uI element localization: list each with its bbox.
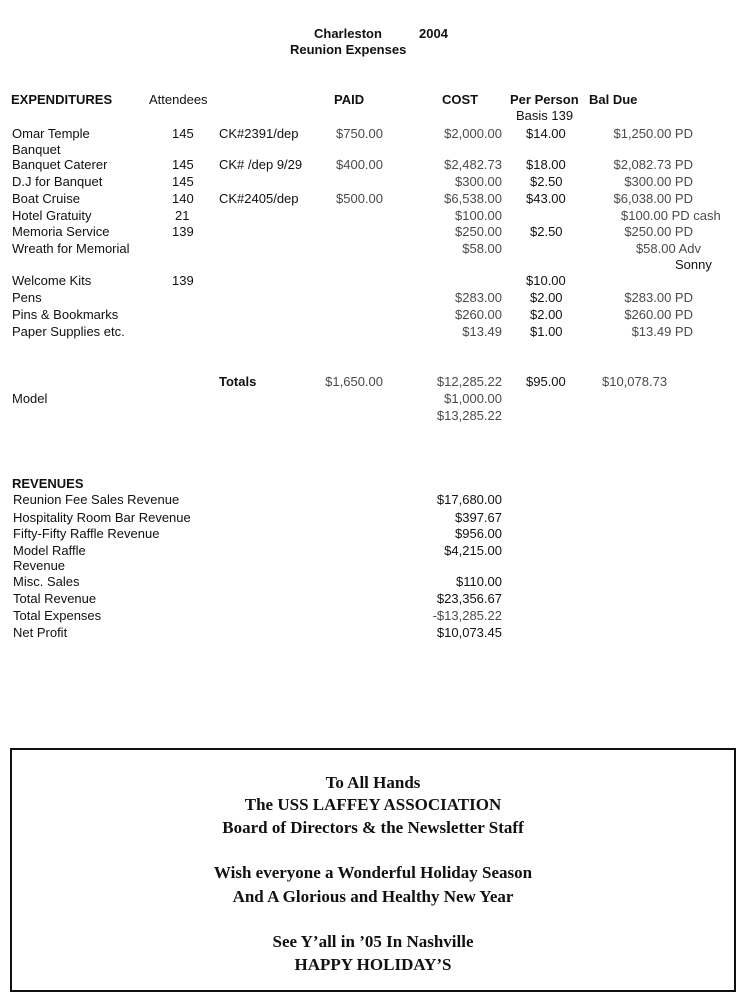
revenues-heading: REVENUES [12,476,84,491]
row-item: D.J for Banquet [12,174,103,189]
row-item: Omar Temple [12,126,90,141]
revenue-label: Net Profit [13,625,68,640]
col-bal-due: Bal Due [589,92,638,107]
greeting-line: And A Glorious and Healthy New Year [232,887,514,906]
model-cost: $1,000.00 [444,391,502,406]
row-item: Wreath for Memorial [12,241,130,256]
revenue-value: -$13,285.22 [432,608,502,623]
row-cost: $2,000.00 [444,126,502,141]
row-item: Memoria Service [12,224,110,239]
row-per-person: $2.50 [530,174,563,189]
row-paid: $750.00 [336,126,383,141]
greeting-line: Board of Directors & the Newsletter Staff [222,818,524,837]
revenue-label: Reunion Fee Sales Revenue [13,492,180,507]
row-cost: $6,538.00 [444,191,502,206]
basis-label: Basis 139 [516,108,574,123]
row-item: Paper Supplies etc. [12,324,125,339]
row-bal-due-note: Sonny [675,257,712,272]
revenue-value: $956.00 [455,526,502,541]
greeting-line: To All Hands [325,773,421,792]
row-per-person: $1.00 [530,324,563,339]
row-bal-due: $300.00 PD [624,174,693,189]
row-per-person: $2.00 [530,290,563,305]
row-check: CK#2391/dep [219,126,299,141]
row-per-person: $10.00 [526,273,566,288]
col-attendees: Attendees [149,92,208,107]
row-bal-due: $6,038.00 PD [613,191,693,206]
row-cost: $100.00 [455,208,502,223]
row-item: Hotel Gratuity [12,208,92,223]
row-cost: $300.00 [455,174,502,189]
row-attendees: 139 [172,273,194,288]
revenue-value: $4,215.00 [444,543,502,558]
totals-per-person: $95.00 [526,374,566,389]
row-per-person: $14.00 [526,126,566,141]
row-cost: $260.00 [455,307,502,322]
col-paid: PAID [334,92,365,107]
row-check: CK#2405/dep [219,191,299,206]
revenue-label: Total Expenses [13,608,102,623]
holiday-greeting-box [10,748,736,992]
row-item: Boat Cruise [12,191,80,206]
row-bal-due: $13.49 PD [631,324,693,339]
row-attendees: 145 [172,157,194,172]
row-bal-due: $1,250.00 PD [613,126,693,141]
revenue-label: Hospitality Room Bar Revenue [13,510,191,525]
row-per-person: $2.00 [530,307,563,322]
row-bal-due: $58.00 Adv [635,241,701,256]
revenue-label: Misc. Sales [13,574,80,589]
row-item: Pins & Bookmarks [12,307,119,322]
row-per-person: $2.50 [530,224,563,239]
row-item: Banquet [12,142,61,157]
row-attendees: 139 [172,224,194,239]
header-year: 2004 [419,26,448,41]
row-attendees: 140 [172,191,194,206]
row-check: CK# /dep 9/29 [219,157,303,172]
row-bal-due: $100.00 PD cash [621,208,721,223]
row-item: Pens [12,290,42,305]
totals-bal-due: $10,078.73 [602,374,668,389]
revenue-value: $110.00 [455,574,502,589]
row-cost: $58.00 [462,241,502,256]
row-cost: $283.00 [455,290,502,305]
grand-total: $13,285.22 [436,408,502,423]
revenue-value: $10,073.45 [436,625,502,640]
row-bal-due: $260.00 PD [624,307,693,322]
expenditures-heading: EXPENDITURES [11,92,113,107]
header-city: Charleston [314,26,382,41]
revenue-value: $17,680.00 [436,492,502,507]
greeting-line: HAPPY HOLIDAY’S [294,955,452,974]
totals-paid: $1,650.00 [325,374,383,389]
revenue-label: Total Revenue [13,591,97,606]
row-attendees: 145 [172,126,194,141]
row-paid: $400.00 [336,157,383,172]
col-per-person: Per Person [510,92,579,107]
greeting-line: The USS LAFFEY ASSOCIATION [244,795,502,814]
greeting-line: Wish everyone a Wonderful Holiday Season [213,863,533,882]
row-bal-due: $283.00 PD [624,290,693,305]
revenue-value: $23,356.67 [436,591,502,606]
row-attendees: 145 [172,174,194,189]
row-per-person: $43.00 [526,191,566,206]
totals-cost: $12,285.22 [436,374,502,389]
row-cost: $13.49 [462,324,502,339]
row-cost: $250.00 [455,224,502,239]
totals-label: Totals [219,374,257,389]
model-label: Model [12,391,48,406]
col-cost: COST [442,92,479,107]
row-item: Welcome Kits [12,273,92,288]
page-title: Reunion Expenses [290,42,407,57]
row-attendees: 21 [175,208,190,223]
greeting-line: See Y’all in ’05 In Nashville [272,932,474,951]
row-bal-due: $250.00 PD [624,224,693,239]
row-item: Banquet Caterer [12,157,108,172]
revenue-label: Fifty-Fifty Raffle Revenue [13,526,160,541]
row-cost: $2,482.73 [444,157,502,172]
row-paid: $500.00 [336,191,383,206]
row-per-person: $18.00 [526,157,566,172]
revenue-label: Revenue [13,558,66,573]
revenue-label: Model Raffle [13,543,86,558]
row-bal-due: $2,082.73 PD [613,157,693,172]
revenue-value: $397.67 [455,510,502,525]
